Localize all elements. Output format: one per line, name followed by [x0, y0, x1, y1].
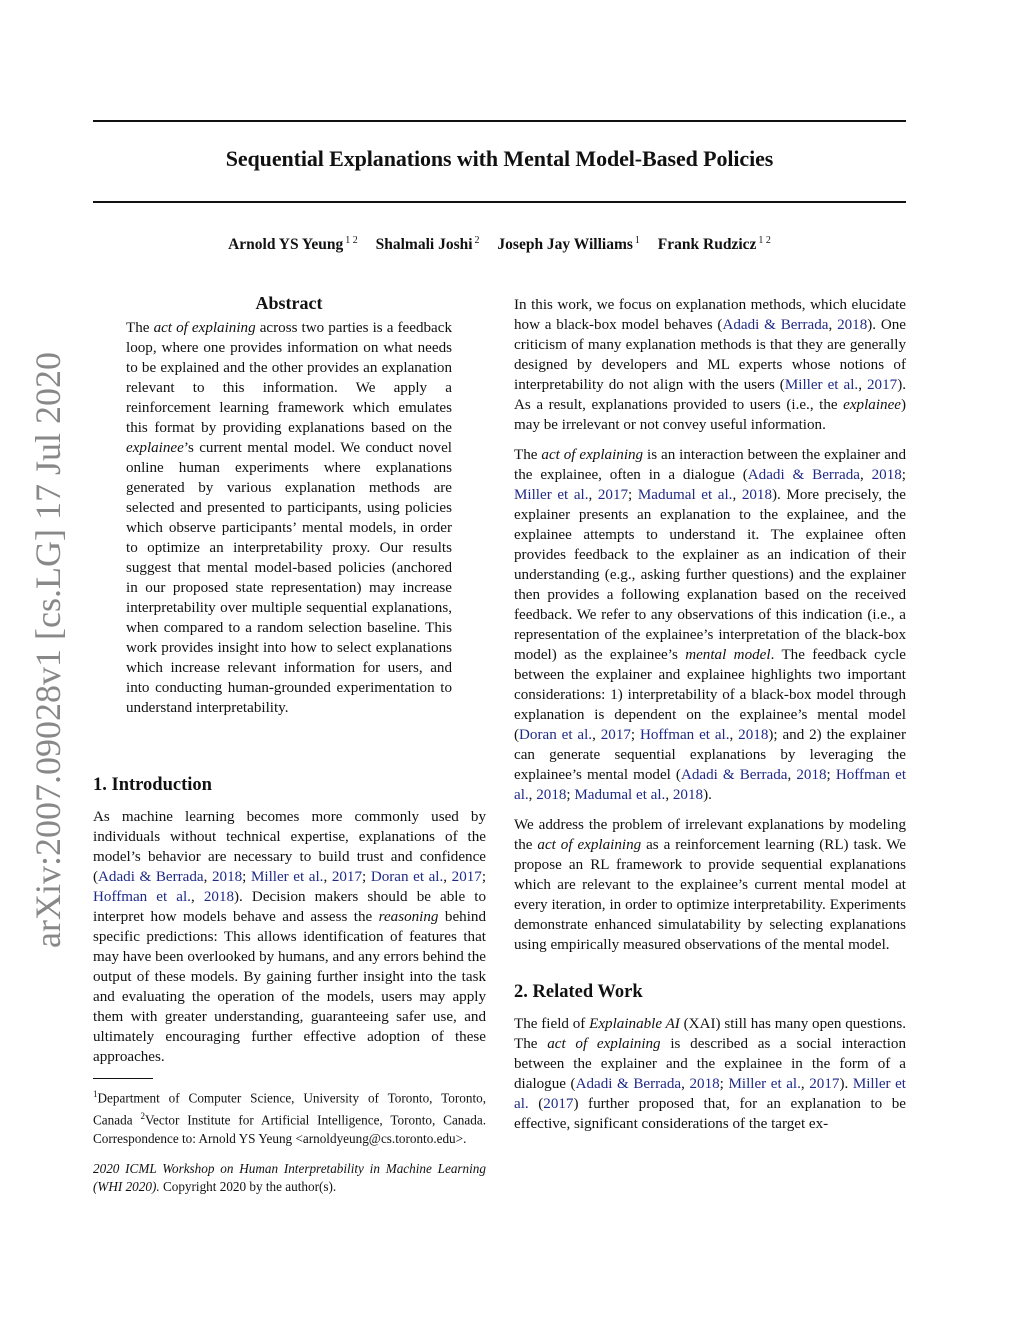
body-paragraph: We address the problem of irrelevant explanations by modeling the act of explaining as a reinforcement learning (RL) task. We propose an RL framework to provide sequential explanations which are relevant to the explainee’s current mental model at every iteration, in order to optimize interpretability. Experiments demonstrate enhanced simulatability by selecting explanations using empirically measured observations of the mental model. — [514, 817, 906, 953]
citation-link[interactable]: Madumal et al. — [637, 487, 733, 503]
emphasis-text: act of explaining — [537, 837, 642, 853]
citation-link[interactable]: Miller et al. — [250, 869, 324, 885]
citation-link[interactable]: 2018 — [796, 767, 827, 783]
citation-link[interactable]: 2017 — [451, 869, 482, 885]
citation-link[interactable]: 2018 — [689, 1076, 720, 1092]
emphasis-text: Explainable AI — [589, 1016, 680, 1032]
citation-link[interactable]: Hoffman et al. — [639, 727, 730, 743]
author: Arnold YS Yeung $^{1 2}$ — [228, 235, 358, 254]
citation-link[interactable]: Miller et al. — [514, 1076, 907, 1112]
author: Joseph Jay Williams $^1$ — [497, 235, 640, 254]
citation-link[interactable]: Adadi & Berrada — [722, 317, 829, 333]
citation-link[interactable]: 2018 — [837, 317, 868, 333]
abstract-heading: Abstract — [255, 293, 323, 313]
abstract-section — [126, 292, 452, 728]
citation-link[interactable]: 2018 — [536, 787, 567, 803]
citation-link[interactable]: 2017 — [867, 377, 898, 393]
citation-link[interactable]: 2018 — [738, 727, 769, 743]
affiliation-mark: 2 — [474, 235, 480, 246]
citation-link[interactable]: 2017 — [597, 487, 629, 503]
citation-link[interactable]: Adadi & Berrada — [575, 1076, 682, 1092]
right-column — [514, 295, 906, 1144]
citation-link[interactable]: Hoffman et al. — [93, 889, 191, 905]
section-heading: 2. Related Work — [514, 982, 643, 1002]
citation-link[interactable]: Adadi & Berrada — [680, 767, 788, 783]
affiliation-mark: 1 2 — [758, 235, 771, 246]
citation-link[interactable]: Doran et al. — [519, 727, 593, 743]
citation-link[interactable]: 2017 — [543, 1096, 574, 1112]
citation-link[interactable]: 2017 — [809, 1076, 840, 1092]
citation-link[interactable]: 2018 — [871, 467, 902, 483]
footnote-rule — [93, 1078, 153, 1079]
footnotes — [93, 1068, 486, 1208]
paper-title: Sequential Explanations with Mental Model-Based Policies — [225, 146, 774, 171]
venue-footnote: 2020 ICML Workshop on Human Interpretability in Machine Learning (WHI 2020). Copyright 2020 by the author(s). — [93, 1160, 486, 1194]
citation-link[interactable]: 2017 — [331, 869, 363, 885]
title-bottom-rule — [93, 201, 906, 203]
introduction-section — [93, 774, 486, 1077]
citation-link[interactable]: 2018 — [211, 869, 243, 885]
affiliation-mark: 1 2 — [345, 235, 358, 246]
related-work-paragraph: The field of Explainable AI (XAI) still has many open questions. The act of explaining is described as a social interaction between the explainer and the explainee in the form of a dialogue (Adadi & Berrada, 2018; Miller et al., 2017). Miller et al. (2017) further proposed that, for an explanation to be effective, significant considerations of the target ex- — [514, 1016, 907, 1132]
top-rule — [93, 120, 906, 122]
citation-link[interactable]: 2018 — [741, 487, 773, 503]
citation-link[interactable]: 2017 — [600, 727, 631, 743]
author-list — [93, 235, 906, 254]
affiliation-footnote: $^1$Department of Computer Science, University of Toronto, Toronto, Canada $^2$Vector Institute for Artificial Intelligence, Toronto, Canada. Correspondence to: Arnold YS Yeung <arnoldyeung@cs.toronto.edu>. — [93, 1089, 486, 1146]
author: Frank Rudzicz $^{1 2}$ — [657, 235, 771, 254]
emphasis-text: act of explaining — [547, 1036, 661, 1052]
emphasis-text: mental model — [685, 647, 771, 663]
citation-link[interactable]: Madumal et al. — [574, 787, 666, 803]
citation-link[interactable]: Adadi & Berrada — [98, 869, 204, 885]
citation-link[interactable]: Doran et al. — [370, 869, 444, 885]
emphasis-text: act of explaining — [541, 447, 644, 463]
emphasis-text: explainee — [126, 440, 184, 456]
abstract-body: The act of explaining across two parties is a feedback loop, where one provides information on what needs to be explained and the other provides an explanation relevant to this information. We apply a reinforcement learning framework which emulates this format by providing explanations based on the explainee’s current mental model. We conduct novel online human experiments where explanations generated by various explanation methods are selected and presented to participants, using policies which observe participants’ mental models, in order to optimize an interpretability proxy. Our results suggest that mental model-based policies (anchored in our proposed state representation) may increase interpretability over multiple sequential explanations, when compared to a random selection baseline. This work provides insight into how to select explanations which increase relevant information for users, and into conducting human-grounded experimentation to understand interpretability. — [126, 320, 452, 716]
emphasis-text: act of explaining — [153, 320, 256, 336]
affiliation-mark: 1 — [634, 235, 640, 246]
citation-link[interactable]: Miller et al. — [728, 1076, 801, 1092]
citation-link[interactable]: Adadi & Berrada — [747, 467, 860, 483]
author: Shalmali Joshi $^2$ — [375, 235, 480, 254]
introduction-paragraph: As machine learning becomes more commonly used by individuals without technical expertise, explanations of the model’s behavior are necessary to build trust and confidence (Adadi & Berrada, 2018; Miller et al., 2017; Doran et al., 2017; Hoffman et al., 2018). Decision makers should be able to interpret how models behave and assess the reasoning behind specific predictions: This allows identification of features that may have been overlooked by humans, and any errors behind the output of these models. By gaining further insight into the task and evaluating the operation of the models, users may apply them with greater understanding, guaranteeing safer use, and ultimately encouraging further effective adoption of these approaches. — [93, 809, 487, 1065]
emphasis-text: explainee — [843, 397, 901, 413]
citation-link[interactable]: 2018 — [672, 787, 704, 803]
body-paragraph: In this work, we focus on explanation methods, which elucidate how a black-box model behaves (Adadi & Berrada, 2018). One criticism of many explanation methods is that they are generally designed by developers and ML experts whose notions of interpretability do not align with the users (Miller et al., 2017). As a result, explanations provided to users (i.e., the explainee) may be irrelevant or not convey useful information. — [514, 297, 907, 433]
citation-link[interactable]: Miller et al. — [784, 377, 859, 393]
citation-link[interactable]: Hoffman et al. — [514, 767, 907, 803]
citation-link[interactable]: Miller et al. — [514, 487, 589, 503]
citation-link[interactable]: 2018 — [203, 889, 235, 905]
emphasis-text: reasoning — [378, 909, 439, 925]
body-paragraph: The act of explaining is an interaction between the explainer and the explainee, often in a dialogue (Adadi & Berrada, 2018; Miller et al., 2017; Madumal et al., 2018). More precisely, the explainer presents an explanation to the explainee, and the explainee attempts to understand it. The explainee often provides feedback to the explainer as an indication of their understanding (e.g., asking further questions) and the explainer then provides a following explanation based on the received feedback. We refer to any observations of this indication (i.e., a representation of the explainee’s interpretation of the black-box model) as the explainee’s mental model. The feedback cycle between the explainer and explainee highlights two important considerations: 1) interpretability of a black-box model through explanation is dependent on the explainee’s mental model (Doran et al., 2017; Hoffman et al., 2018); and 2) the explainer can generate sequential explanations by leveraging the explainee’s mental model (Adadi & Berrada, 2018; Hoffman et al., 2018; Madumal et al., 2018). — [514, 447, 907, 803]
section-heading: 1. Introduction — [93, 775, 212, 795]
arxiv-stamp: arXiv:2007.09028v1 [cs.LG] 17 Jul 2020 — [28, 352, 68, 948]
